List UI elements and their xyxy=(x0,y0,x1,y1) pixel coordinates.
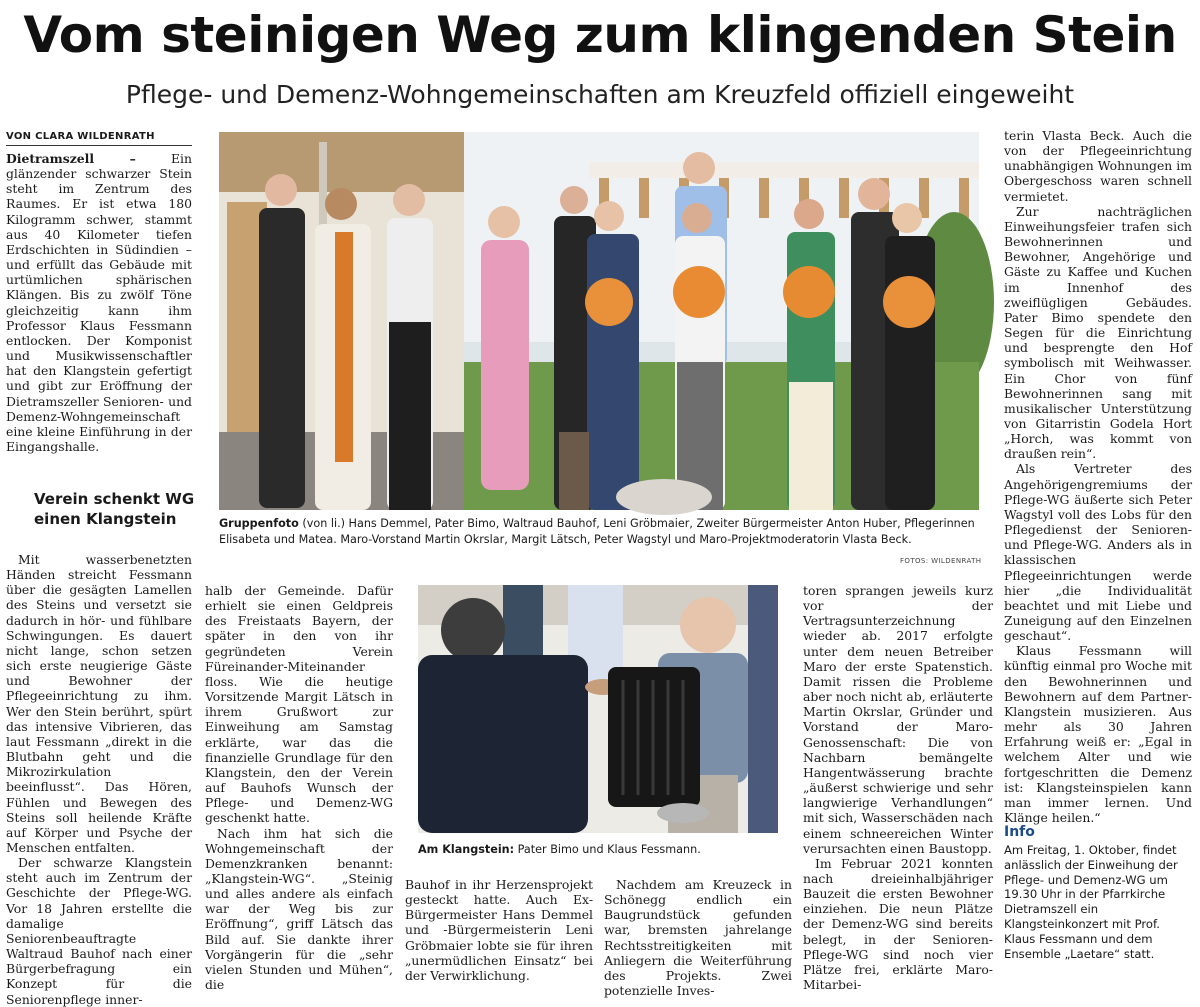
caption-label: Gruppenfoto xyxy=(219,517,299,530)
article-column-5 xyxy=(803,583,993,992)
article-column-4 xyxy=(604,877,792,998)
klangstein-photo xyxy=(418,585,778,833)
photo-caption xyxy=(219,516,979,547)
photo-credit: FOTOS: WILDENRATH xyxy=(900,557,982,565)
paragraph: Nachdem am Kreuzeck in Schönegg endlich ein Baugrundstück gefunden war, bremsten jahrelange Rechtsstreitigkeiten mit Anliegern die Weiterführung des Projekts. Zwei potenzielle Inves- xyxy=(604,877,792,999)
article-column-1-top xyxy=(6,151,192,454)
paragraph: Klaus Fessmann will künftig einmal pro Woche mit den Bewohnerinnen und Bewohnern auf dem Partner-Klangstein musizieren. Aus mehr als 30 Jahren Erfahrung weiß er: „Egal in welchem Alter und wie fortgeschritten die Demenz ist: Klangsteinspielen kann man immer lernen. Und Klänge heilen.“ xyxy=(1004,643,1192,826)
paragraph: Als Vertreter des Angehörigengremiums der Pflege-WG äußerte sich Peter Wagstyl voll des Lobs für den Pflegedienst der Senioren- und Pflege-WG. Anders als in klassischen Pflegeeinrichtungen werde hier „die Individualität beachtet und mit Liebe und Zuneigung auf den Einzelnen geschaut“. xyxy=(1004,461,1192,644)
caption-label: Am Klangstein: xyxy=(418,843,515,856)
subhead: Verein schenkt WG einen Klangstein xyxy=(34,490,195,528)
byline: VON CLARA WILDENRATH xyxy=(6,131,192,146)
intro-paragraph: Ein glänzender schwarzer Stein steht im Zentrum des Raumes. Er ist etwa 180 Kilogramm schwer, stammt aus 40 Kilometer tiefen Erdschichten in Südindien – und erfüllt das Gebäude mit urtümlichen sphärischen Klängen. Bis zu zwölf Töne gleichzeitig kann ihm Professor Klaus Fessmann entlocken. Der Komponist und Musikwissenschaftler hat den Klangstein gefertigt und gibt zur Eröffnung der Dietramszeller Senioren- und Demenz-Wohngemeinschaft eine kleine Einführung in der Eingangshalle. xyxy=(6,151,192,454)
paragraph: Der schwarze Klangstein steht auch im Zentrum der Geschichte der Pflege-WG. Vor 18 Jahren erstellte die damalige Seniorenbeauftragte Waltraud Bauhof nach einer Bürgerbefragung ein Konzept für die Seniorenpflege inner- xyxy=(6,855,192,1007)
paragraph: halb der Gemeinde. Dafür erhielt sie einen Geldpreis des Freistaats Bayern, der später in den von ihr gegründeten Verein Füreinander-Miteinander floss. Wie die heutige Vorsitzende Margit Lätsch in ihrem Grußwort zur Einweihung am Samstag erklärte, war das die finanzielle Grundlage für den Klangstein, den der Verein auf Bauhofs Wunsch der Pflege- und Demenz-WG geschenkt hatte. xyxy=(205,583,393,826)
dateline: Dietramszell – xyxy=(6,151,136,166)
headline: Vom steinigen Weg zum klingenden Stein xyxy=(23,6,1177,64)
paragraph: Zur nachträglichen Einweihungsfeier trafen sich Bewohnerinnen und Bewohner, Angehörige und Gäste zu Kaffee und Kuchen im Innenhof des zweiflügligen Gebäudes. Pater Bimo spendete den Segen für die Einrichtung und besprengte den Hof symbolisch mit Weihwasser. Ein Chor von fünf Bewohnerinnen sang mit musikalischer Unterstützung von Gitarristin Godela Hort „Horch, was kommt von draußen rein“. xyxy=(1004,203,1192,462)
paragraph: Nach ihm hat sich die Wohngemeinschaft der Demenzkranken benannt: „Klangstein-WG“. „Steinig und alles andere als einfach war der Weg bis zur Eröffnung“, griff Lätsch das Bild auf. Sie dankte ihrer Vorgängerin für die „sehr vielen Stunden und Mühen“, die xyxy=(205,825,393,993)
caption-text: (von li.) Hans Demmel, Pater Bimo, Waltraud Bauhof, Leni Gröbmaier, Zweiter Bürgermeister Anton Huber, Pflegerinnen Elisabeta und Matea. Maro-Vorstand Martin Okrslar, Margit Lätsch, Peter Wagstyl und Maro-Projektmoderatorin Vlasta Beck. xyxy=(219,517,975,546)
photo-caption xyxy=(418,842,778,858)
paragraph: Mit wasserbenetzten Händen streicht Fessmann über die gesägten Lamellen des Steins und versetzt sie dadurch in hör- und fühlbare Schwingungen. Es dauert nicht lange, schon setzen sich erste neugierige Gäste und Bewohner der Pflegeeinrichtung zu ihm. Wer den Stein berührt, spürt das intensive Vibrieren, das laut Fessmann „direkt in die Blutbahn geht und die Mikrozirkulation beeinflusst“. Das Hören, Fühlen und Bewegen des Steins soll heilende Kräfte auf Körper und Psyche der Menschen entfalten. xyxy=(6,552,192,855)
article-column-2 xyxy=(205,583,393,992)
info-text: Am Freitag, 1. Oktober, findet anlässlich der Einweihung der Pflege- und Demenz-WG um 19.30 Uhr in der Pfarrkirche Dietramszell ein Klangsteinkonzert mit Prof. Klaus Fessmann und dem Ensemble „Laetare“ statt. xyxy=(1004,843,1178,961)
paragraph: toren sprangen jeweils kurz vor der Vertragsunterzeichnung wieder ab. 2017 erfolgte unter dem neuen Betreiber Maro der erste Spatenstich. Damit rissen die Probleme aber noch nicht ab, erläuterte Martin Okrslar, Gründer und Vorstand der Maro-Genossenschaft: Die von Nachbarn bemängelte Hangentwässerung brachte „äußerst schwierige und sehr langwierige Verhandlungen“ mit sich, Wasserschäden nach einem schneereichen Winter verursachten einen Baustopp. xyxy=(803,583,993,856)
article-column-1-bottom xyxy=(6,552,192,1007)
paragraph: Bauhof in ihr Herzensprojekt gesteckt hatte. Auch Ex-Bürgermeister Hans Demmel und -Bürgermeisterin Leni Gröbmaier lobte sie für ihren „unermüdlichen Einsatz“ bei der Verwirklichung. xyxy=(405,877,593,983)
caption-text: Pater Bimo und Klaus Fessmann. xyxy=(517,843,701,856)
paragraph: terin Vlasta Beck. Auch die von der Pflegeeinrichtung unabhängigen Wohnungen im Obergeschoss waren schnell vermietet. xyxy=(1004,128,1192,204)
paragraph: Im Februar 2021 konnten nach dreieinhalbjähriger Bauzeit die ersten Bewohner einziehen. Die neun Plätze der Demenz-WG sind bereits belegt, in der Senioren-Pflege-WG sind noch vier Plätze frei, erklärte Maro-Mitarbei- xyxy=(803,855,993,993)
group-photo xyxy=(219,132,979,510)
article-column-3 xyxy=(405,877,593,983)
article-column-6 xyxy=(1004,128,1192,825)
subheadline: Pflege- und Demenz-Wohngemeinschaften am Kreuzfeld offiziell eingeweiht xyxy=(125,80,1075,109)
info-title: Info xyxy=(1004,824,1035,840)
